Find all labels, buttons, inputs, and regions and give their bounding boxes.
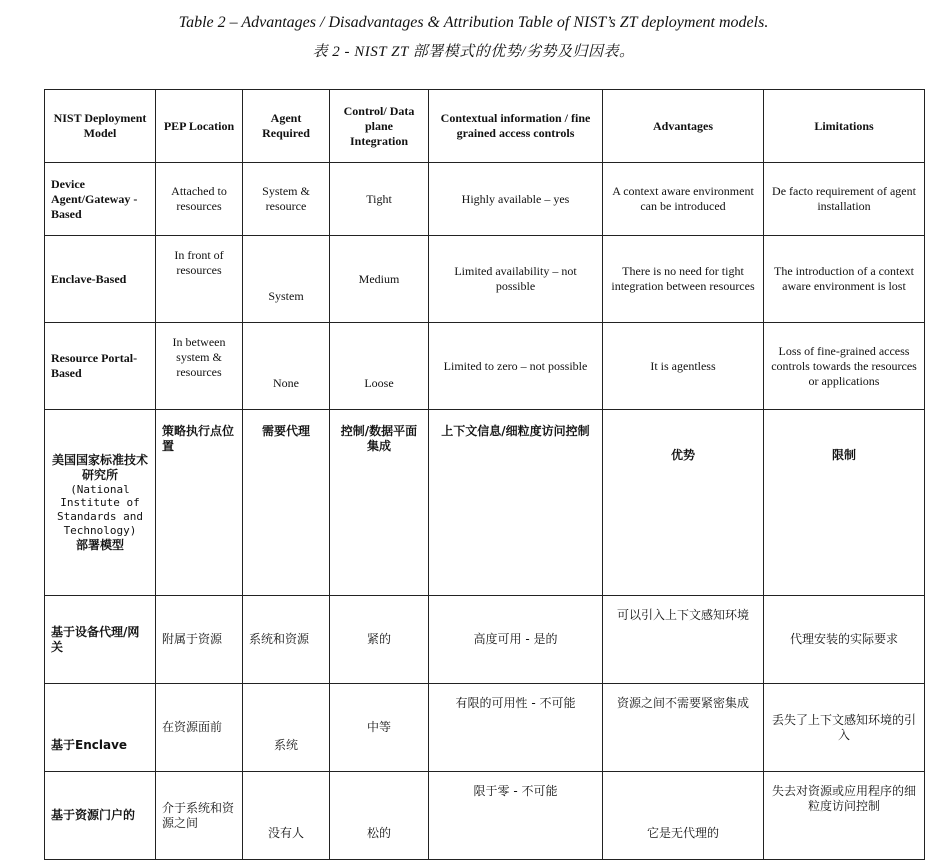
row-agent: None (243, 323, 330, 410)
header-contextual-information: Contextual information / fine grained access controls (429, 90, 603, 163)
chinese-header-row (45, 410, 925, 596)
zh-row-model: 基于Enclave (45, 684, 156, 772)
zh-header-advantages: 优势 (603, 410, 764, 596)
header-row (45, 90, 925, 163)
zh-row-plane: 中等 (330, 684, 429, 772)
zh-row-pep: 介于系统和资源之间 (156, 772, 243, 860)
zh-row-context: 高度可用 - 是的 (429, 596, 603, 684)
row-advantages: A context aware environment can be introduced (603, 163, 764, 236)
zh-header-model-name: 美国国家标准技术研究所 (51, 452, 148, 482)
row-context: Limited to zero – not possible (429, 323, 603, 410)
row-plane: Tight (330, 163, 429, 236)
table-row (45, 163, 925, 236)
header-advantages: Advantages (603, 90, 764, 163)
zh-row-pep: 附属于资源 (156, 596, 243, 684)
table-row (45, 772, 925, 860)
zh-row-pep: 在资源面前 (156, 684, 243, 772)
row-plane: Medium (330, 236, 429, 323)
zh-header-model-suffix: 部署模型 (75, 537, 124, 552)
row-advantages: It is agentless (603, 323, 764, 410)
table-caption-chinese: 表 2 - NIST ZT 部署模式的优势/劣势及归因表。 (312, 44, 635, 60)
row-pep: In between system & resources (156, 323, 243, 410)
zh-row-limitations: 丢失了上下文感知环境的引入 (764, 684, 925, 772)
table-row (45, 684, 925, 772)
row-model: Resource Portal-Based (45, 323, 156, 410)
deployment-models-table (44, 89, 925, 860)
row-limitations: Loss of fine-grained access controls towards the resources or applications (764, 323, 925, 410)
row-limitations: The introduction of a context aware environment is lost (764, 236, 925, 323)
zh-header-pep-location: 策略执行点位置 (156, 410, 243, 596)
row-agent: System (243, 236, 330, 323)
zh-row-advantages: 可以引入上下文感知环境 (603, 596, 764, 684)
table-row (45, 236, 925, 323)
zh-row-model: 基于设备代理/网关 (45, 596, 156, 684)
row-limitations: De facto requirement of agent installation (764, 163, 925, 236)
zh-row-plane: 松的 (330, 772, 429, 860)
row-model: Device Agent/Gateway -Based (45, 163, 156, 236)
zh-header-limitations: 限制 (764, 410, 925, 596)
row-pep: Attached to resources (156, 163, 243, 236)
zh-row-context: 有限的可用性 - 不可能 (429, 684, 603, 772)
table-caption-english: Table 2 – Advantages / Disadvantages & Attribution Table of NIST’s ZT deployment models. (178, 14, 769, 31)
zh-row-limitations: 失去对资源或应用程序的细粒度访问控制 (764, 772, 925, 860)
zh-header-plane-integration: 控制/数据平面集成 (330, 410, 429, 596)
zh-header-deployment-model (45, 410, 156, 596)
table-row (45, 596, 925, 684)
zh-row-advantages: 它是无代理的 (603, 772, 764, 860)
zh-row-plane: 紧的 (330, 596, 429, 684)
zh-row-limitations: 代理安装的实际要求 (764, 596, 925, 684)
row-context: Highly available – yes (429, 163, 603, 236)
header-plane-integration: Control/ Data plane Integration (330, 90, 429, 163)
row-advantages: There is no need for tight integration between resources (603, 236, 764, 323)
zh-row-model: 基于资源门户的 (45, 772, 156, 860)
zh-row-agent: 系统和资源 (243, 596, 330, 684)
row-pep: In front of resources (156, 236, 243, 323)
row-agent: System & resource (243, 163, 330, 236)
zh-row-context: 限于零 - 不可能 (429, 772, 603, 860)
header-agent-required: Agent Required (243, 90, 330, 163)
zh-row-agent: 系统 (243, 684, 330, 772)
zh-header-agent-required: 需要代理 (243, 410, 330, 596)
zh-row-agent: 没有人 (243, 772, 330, 860)
header-deployment-model: NIST Deployment Model (45, 90, 156, 163)
header-limitations: Limitations (764, 90, 925, 163)
row-plane: Loose (330, 323, 429, 410)
zh-header-model-english: (National Institute of Standards and Technology) (56, 482, 144, 537)
zh-header-contextual-information: 上下文信息/细粒度访问控制 (429, 410, 603, 596)
row-context: Limited availability – not possible (429, 236, 603, 323)
row-model: Enclave-Based (45, 236, 156, 323)
header-pep-location: PEP Location (156, 90, 243, 163)
table-row (45, 323, 925, 410)
zh-row-advantages: 资源之间不需要紧密集成 (603, 684, 764, 772)
